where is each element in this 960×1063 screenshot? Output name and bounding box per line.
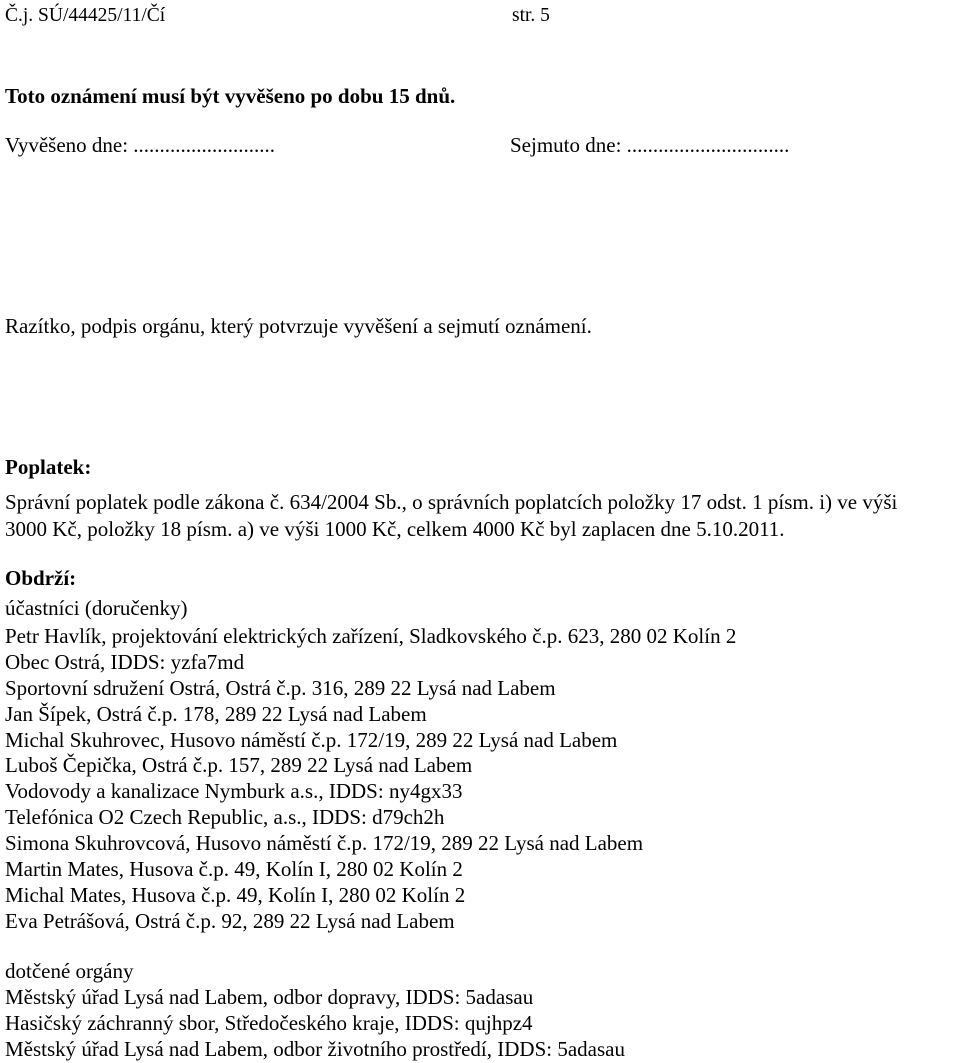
list-item: Michal Skuhrovec, Husovo náměstí č.p. 172/19, 289 22 Lysá nad Labem — [5, 727, 618, 752]
posted-date-field: Vyvěšeno dne: ........................... — [5, 133, 276, 157]
list-item: Městský úřad Lysá nad Labem, odbor životního prostředí, IDDS: 5adasau — [5, 1036, 625, 1061]
authorities-label: dotčené orgány — [5, 959, 134, 983]
fee-text-line-2: 3000 Kč, položky 18 písm. a) ve výši 1000 Kč, celkem 4000 Kč byl zaplacen dne 5.10.2011. — [5, 517, 785, 541]
list-item: Michal Mates, Husova č.p. 49, Kolín I, 280 02 Kolín 2 — [5, 882, 466, 907]
list-item: Vodovody a kanalizace Nymburk a.s., IDDS: ny4gx33 — [5, 779, 463, 804]
authorities-list — [5, 985, 625, 1063]
fee-text-line-1: Správní poplatek podle zákona č. 634/2004 Sb., o správních poplatcích položky 17 odst. 1 písm. i) ve výši — [5, 490, 898, 514]
list-item: Městský úřad Lysá nad Labem, odbor dopravy, IDDS: 5adasau — [5, 985, 534, 1009]
list-item: Hasičský záchranný sbor, Středočeského kraje, IDDS: qujhpz4 — [5, 1010, 533, 1035]
removed-date-field: Sejmuto dne: ............................... — [510, 133, 790, 157]
participants-label: účastníci (doručenky) — [5, 596, 188, 620]
posting-notice: Toto oznámení musí být vyvěšeno po dobu 15 dnů. — [5, 84, 456, 108]
recipients-heading: Obdrží: — [5, 566, 77, 590]
list-item: Martin Mates, Husova č.p. 49, Kolín I, 280 02 Kolín 2 — [5, 857, 463, 882]
fee-heading: Poplatek: — [5, 455, 92, 479]
list-item: Obec Ostrá, IDDS: yzfa7md — [5, 649, 245, 674]
list-item: Luboš Čepička, Ostrá č.p. 157, 289 22 Lysá nad Labem — [5, 753, 473, 778]
stamp-signature-note: Razítko, podpis orgánu, který potvrzuje vyvěšení a sejmutí oznámení. — [5, 314, 592, 338]
page-number: str. 5 — [512, 5, 550, 26]
reference-number: Č.j. SÚ/44425/11/Čí — [5, 5, 166, 26]
list-item: Sportovní sdružení Ostrá, Ostrá č.p. 316, 289 22 Lysá nad Labem — [5, 675, 556, 700]
list-item: Simona Skuhrovcová, Husovo náměstí č.p. 172/19, 289 22 Lysá nad Labem — [5, 831, 644, 856]
list-item: Jan Šípek, Ostrá č.p. 178, 289 22 Lysá nad Labem — [5, 701, 427, 726]
list-item: Petr Havlík, projektování elektrických zařízení, Sladkovského č.p. 623, 280 02 Kolín 2 — [5, 624, 737, 648]
list-item: Eva Petrášová, Ostrá č.p. 92, 289 22 Lysá nad Labem — [5, 908, 455, 933]
participants-list — [5, 624, 736, 935]
list-item: Telefónica O2 Czech Republic, a.s., IDDS: d79ch2h — [5, 805, 445, 830]
